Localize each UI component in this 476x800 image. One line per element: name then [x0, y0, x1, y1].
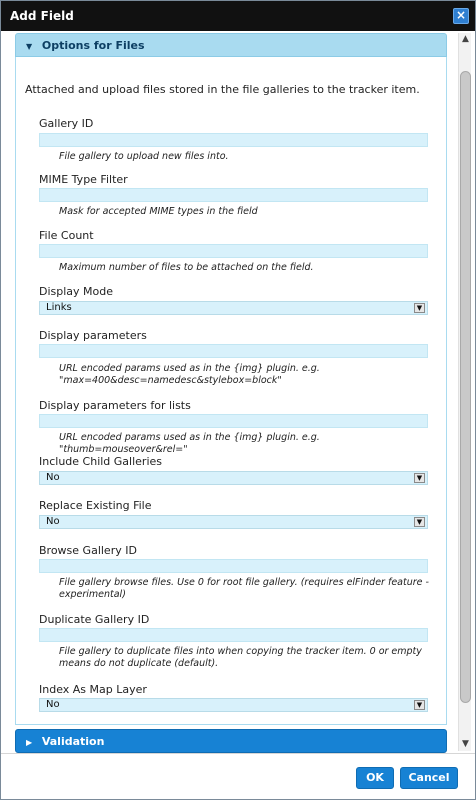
label-index-as-map-layer: Index As Map Layer — [39, 683, 147, 696]
replace-existing-file-select[interactable] — [39, 515, 428, 529]
triangle-down-icon: ▼ — [26, 42, 33, 51]
label-gallery-id: Gallery ID — [39, 117, 94, 130]
file-count-input[interactable] — [39, 244, 428, 258]
chevron-down-icon[interactable]: ▼ — [414, 517, 425, 527]
triangle-right-icon: ▶ — [26, 738, 33, 747]
display-mode-value: Links — [46, 302, 72, 313]
index-as-map-layer-value: No — [46, 699, 60, 710]
duplicate-gallery-id-input[interactable] — [39, 628, 428, 642]
section-header-options-for-files[interactable] — [15, 33, 447, 57]
label-include-child-galleries: Include Child Galleries — [39, 455, 163, 468]
label-display-parameters-for-lists: Display parameters for lists — [39, 399, 191, 412]
vertical-scrollbar[interactable] — [458, 33, 471, 751]
hint-browse-gallery-id: File gallery browse files. Use 0 for root file gallery. (requires elFinder feature - experimental) — [59, 577, 429, 600]
close-icon: × — [455, 8, 467, 22]
label-display-mode: Display Mode — [39, 285, 114, 298]
display-parameters-for-lists-input[interactable] — [39, 414, 428, 428]
display-mode-select[interactable] — [39, 301, 428, 315]
scroll-up-icon[interactable]: ▲ — [462, 34, 469, 44]
browse-gallery-id-input[interactable] — [39, 559, 428, 573]
chevron-down-icon[interactable]: ▼ — [414, 700, 425, 710]
display-parameters-input[interactable] — [39, 344, 428, 358]
label-file-count: File Count — [39, 229, 94, 242]
index-as-map-layer-select[interactable] — [39, 698, 428, 712]
chevron-down-icon[interactable]: ▼ — [414, 303, 425, 313]
field-type-description: Attached and upload files stored in the file galleries to the tracker item. — [25, 83, 420, 96]
section-title-options-for-files: Options for Files — [41, 39, 145, 52]
gallery-id-input[interactable] — [39, 133, 428, 147]
hint-duplicate-gallery-id: File gallery to duplicate files into when copying the tracker item. 0 or empty means do not duplicate (default). — [59, 646, 422, 669]
close-button[interactable] — [453, 8, 469, 24]
dialog-footer — [1, 753, 475, 799]
label-mime-type-filter: MIME Type Filter — [39, 173, 128, 186]
cancel-button[interactable]: Cancel — [400, 767, 458, 789]
ok-button[interactable]: OK — [356, 767, 394, 789]
hint-file-count: Maximum number of files to be attached on the field. — [59, 262, 314, 273]
scroll-down-icon[interactable]: ▼ — [462, 739, 469, 749]
hint-display-parameters-for-lists: URL encoded params used as in the {img} plugin. e.g. "thumb=mouseover&rel=" — [59, 432, 320, 455]
include-child-galleries-select[interactable] — [39, 471, 428, 485]
replace-existing-file-value: No — [46, 516, 60, 527]
dialog-title: Add Field — [10, 9, 74, 23]
label-replace-existing-file: Replace Existing File — [39, 499, 152, 512]
dialog-titlebar[interactable] — [1, 1, 475, 31]
hint-mime-type-filter: Mask for accepted MIME types in the field — [59, 206, 258, 217]
mime-type-filter-input[interactable] — [39, 188, 428, 202]
hint-display-parameters: URL encoded params used as in the {img} plugin. e.g. "max=400&desc=namedesc&stylebox=block" — [59, 363, 320, 386]
label-display-parameters: Display parameters — [39, 329, 147, 342]
section-header-validation[interactable] — [15, 729, 447, 753]
label-browse-gallery-id: Browse Gallery ID — [39, 544, 137, 557]
scrollbar-thumb[interactable] — [460, 71, 471, 703]
label-duplicate-gallery-id: Duplicate Gallery ID — [39, 613, 150, 626]
chevron-down-icon[interactable]: ▼ — [414, 473, 425, 483]
section-title-validation: Validation — [41, 735, 105, 748]
hint-gallery-id: File gallery to upload new files into. — [59, 151, 229, 162]
include-child-galleries-value: No — [46, 472, 60, 483]
